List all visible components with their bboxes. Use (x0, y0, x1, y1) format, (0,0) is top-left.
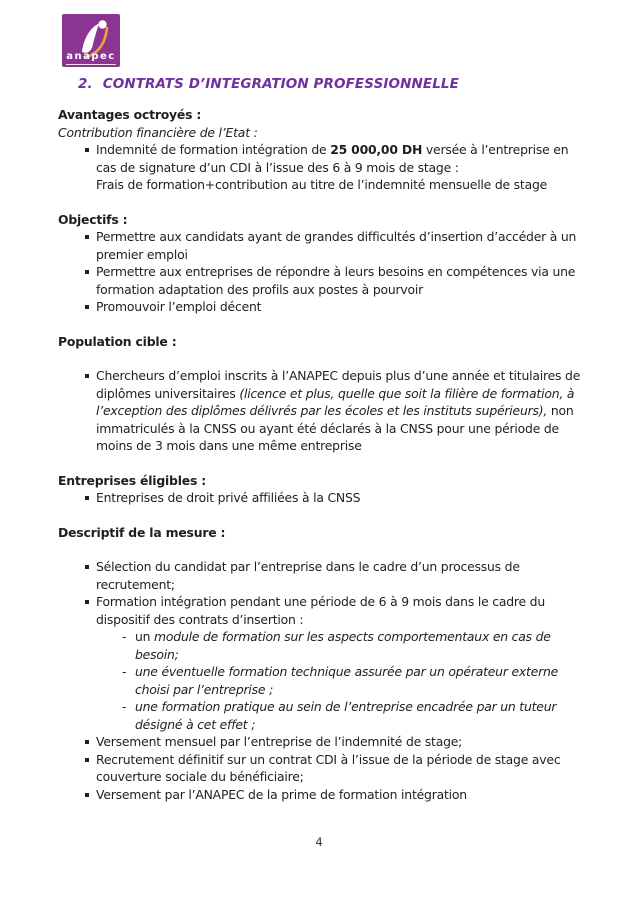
text-run: Entreprises éligibles : (58, 472, 206, 488)
bullet-marker-icon (85, 758, 89, 762)
sub-bullet-item (58, 628, 582, 663)
bullet-marker-icon (85, 148, 89, 152)
sub-bullet-item (58, 698, 582, 733)
text-run: Chercheurs d’emploi inscrits à l’ANAPEC depuis plus d’une année et titulaires de diplômes universitaires (96, 368, 581, 401)
text-run: versée à l’entreprise en cas de signature d’un CDI à l’issue des 6 à 9 mois de stage : (96, 142, 569, 175)
anapec-logo-text: anapec (66, 52, 116, 65)
bullet-item (58, 298, 582, 316)
bullet-item (58, 733, 582, 751)
bullet-item (58, 489, 582, 507)
text-run: Versement par l’ANAPEC de la prime de formation intégration (96, 786, 467, 802)
text-run: Promouvoir l’emploi décent (96, 299, 262, 314)
text-run: Objectifs : (58, 211, 128, 227)
bullet-item (58, 141, 582, 176)
bullet-item (58, 367, 582, 455)
paragraph (58, 524, 582, 542)
text-run: module de formation sur les aspects comportementaux en cas de besoin; (135, 629, 551, 662)
text-run: 25 000,00 DH (330, 142, 423, 157)
text-run: Entreprises de droit privé affiliées à la CNSS (96, 490, 361, 505)
text-run: Population cible : (58, 333, 177, 349)
text-run: Sélection du candidat par l’entreprise dans le cadre d’un processus de recrutement; (96, 559, 520, 592)
text-run: Permettre aux candidats ayant de grandes difficultés d’insertion d’accéder à un premier emploi (96, 229, 577, 262)
text-run: Versement mensuel par l’entreprise de l’indemnité de stage; (96, 734, 463, 749)
page-number: 4 (315, 835, 323, 849)
text-run: Indemnité de formation intégration de (96, 142, 331, 157)
paragraph (58, 106, 582, 124)
text-run: un (135, 629, 155, 644)
anapec-logo (62, 14, 120, 67)
dash-marker-icon: - (122, 629, 127, 644)
continuation-line (58, 176, 582, 194)
text-run: Frais de formation+contribution au titre de l’indemnité mensuelle de stage (96, 177, 548, 192)
paragraph (58, 211, 582, 229)
bullet-item (58, 558, 582, 593)
text-run: Descriptif de la mesure : (58, 524, 226, 540)
bullet-marker-icon (85, 235, 89, 239)
section-title (78, 76, 459, 92)
bullet-marker-icon (85, 270, 89, 274)
text-run: Avantages octroyés : (58, 107, 202, 122)
document-body (58, 106, 582, 803)
bullet-marker-icon (85, 496, 89, 500)
bullet-marker-icon (85, 374, 89, 378)
section-title-text: CONTRATS D’INTEGRATION PROFESSIONNELLE (102, 76, 459, 92)
paragraph (58, 472, 582, 490)
paragraph (58, 124, 582, 142)
bullet-item (58, 228, 582, 263)
bullet-item (58, 786, 582, 804)
text-run: Permettre aux entreprises de répondre à leurs besoins en compétences via une formation adaptation des profils aux postes à pourvoir (96, 264, 576, 297)
sub-bullet-item (58, 663, 582, 698)
text-run: Formation intégration pendant une période de 6 à 9 mois dans le cadre du dispositif des contrats d’insertion : (96, 594, 546, 627)
text-run: une éventuelle formation technique assurée par un opérateur externe choisi par l’entreprise ; (135, 664, 559, 697)
text-run: Contribution financière de l’Etat : (58, 124, 258, 140)
text-run: Recrutement définitif sur un contrat CDI à l’issue de la période de stage avec couverture sociale du bénéficiaire; (96, 751, 561, 784)
bullet-marker-icon (85, 305, 89, 309)
bullet-marker-icon (85, 600, 89, 604)
section-number: 2. (78, 76, 93, 92)
bullet-item (58, 751, 582, 786)
text-run: une formation pratique au sein de l’entreprise encadrée par un tuteur désigné à cet effet ; (135, 699, 557, 732)
dash-marker-icon: - (122, 699, 127, 714)
bullet-marker-icon (85, 740, 89, 744)
paragraph (58, 333, 582, 351)
text-run: non immatriculés à la CNSS ou ayant été déclarés à la CNSS pour une période de moins de 3 mois dans une même entreprise (96, 403, 574, 453)
bullet-item (58, 263, 582, 298)
dash-marker-icon: - (122, 664, 127, 679)
bullet-marker-icon (85, 793, 89, 797)
bullet-marker-icon (85, 565, 89, 569)
bullet-item (58, 593, 582, 628)
text-run: (licence et plus, quelle que soit la filière de formation, à l’exception des diplômes délivrés par les écoles et les instituts supérieurs), (96, 385, 575, 418)
